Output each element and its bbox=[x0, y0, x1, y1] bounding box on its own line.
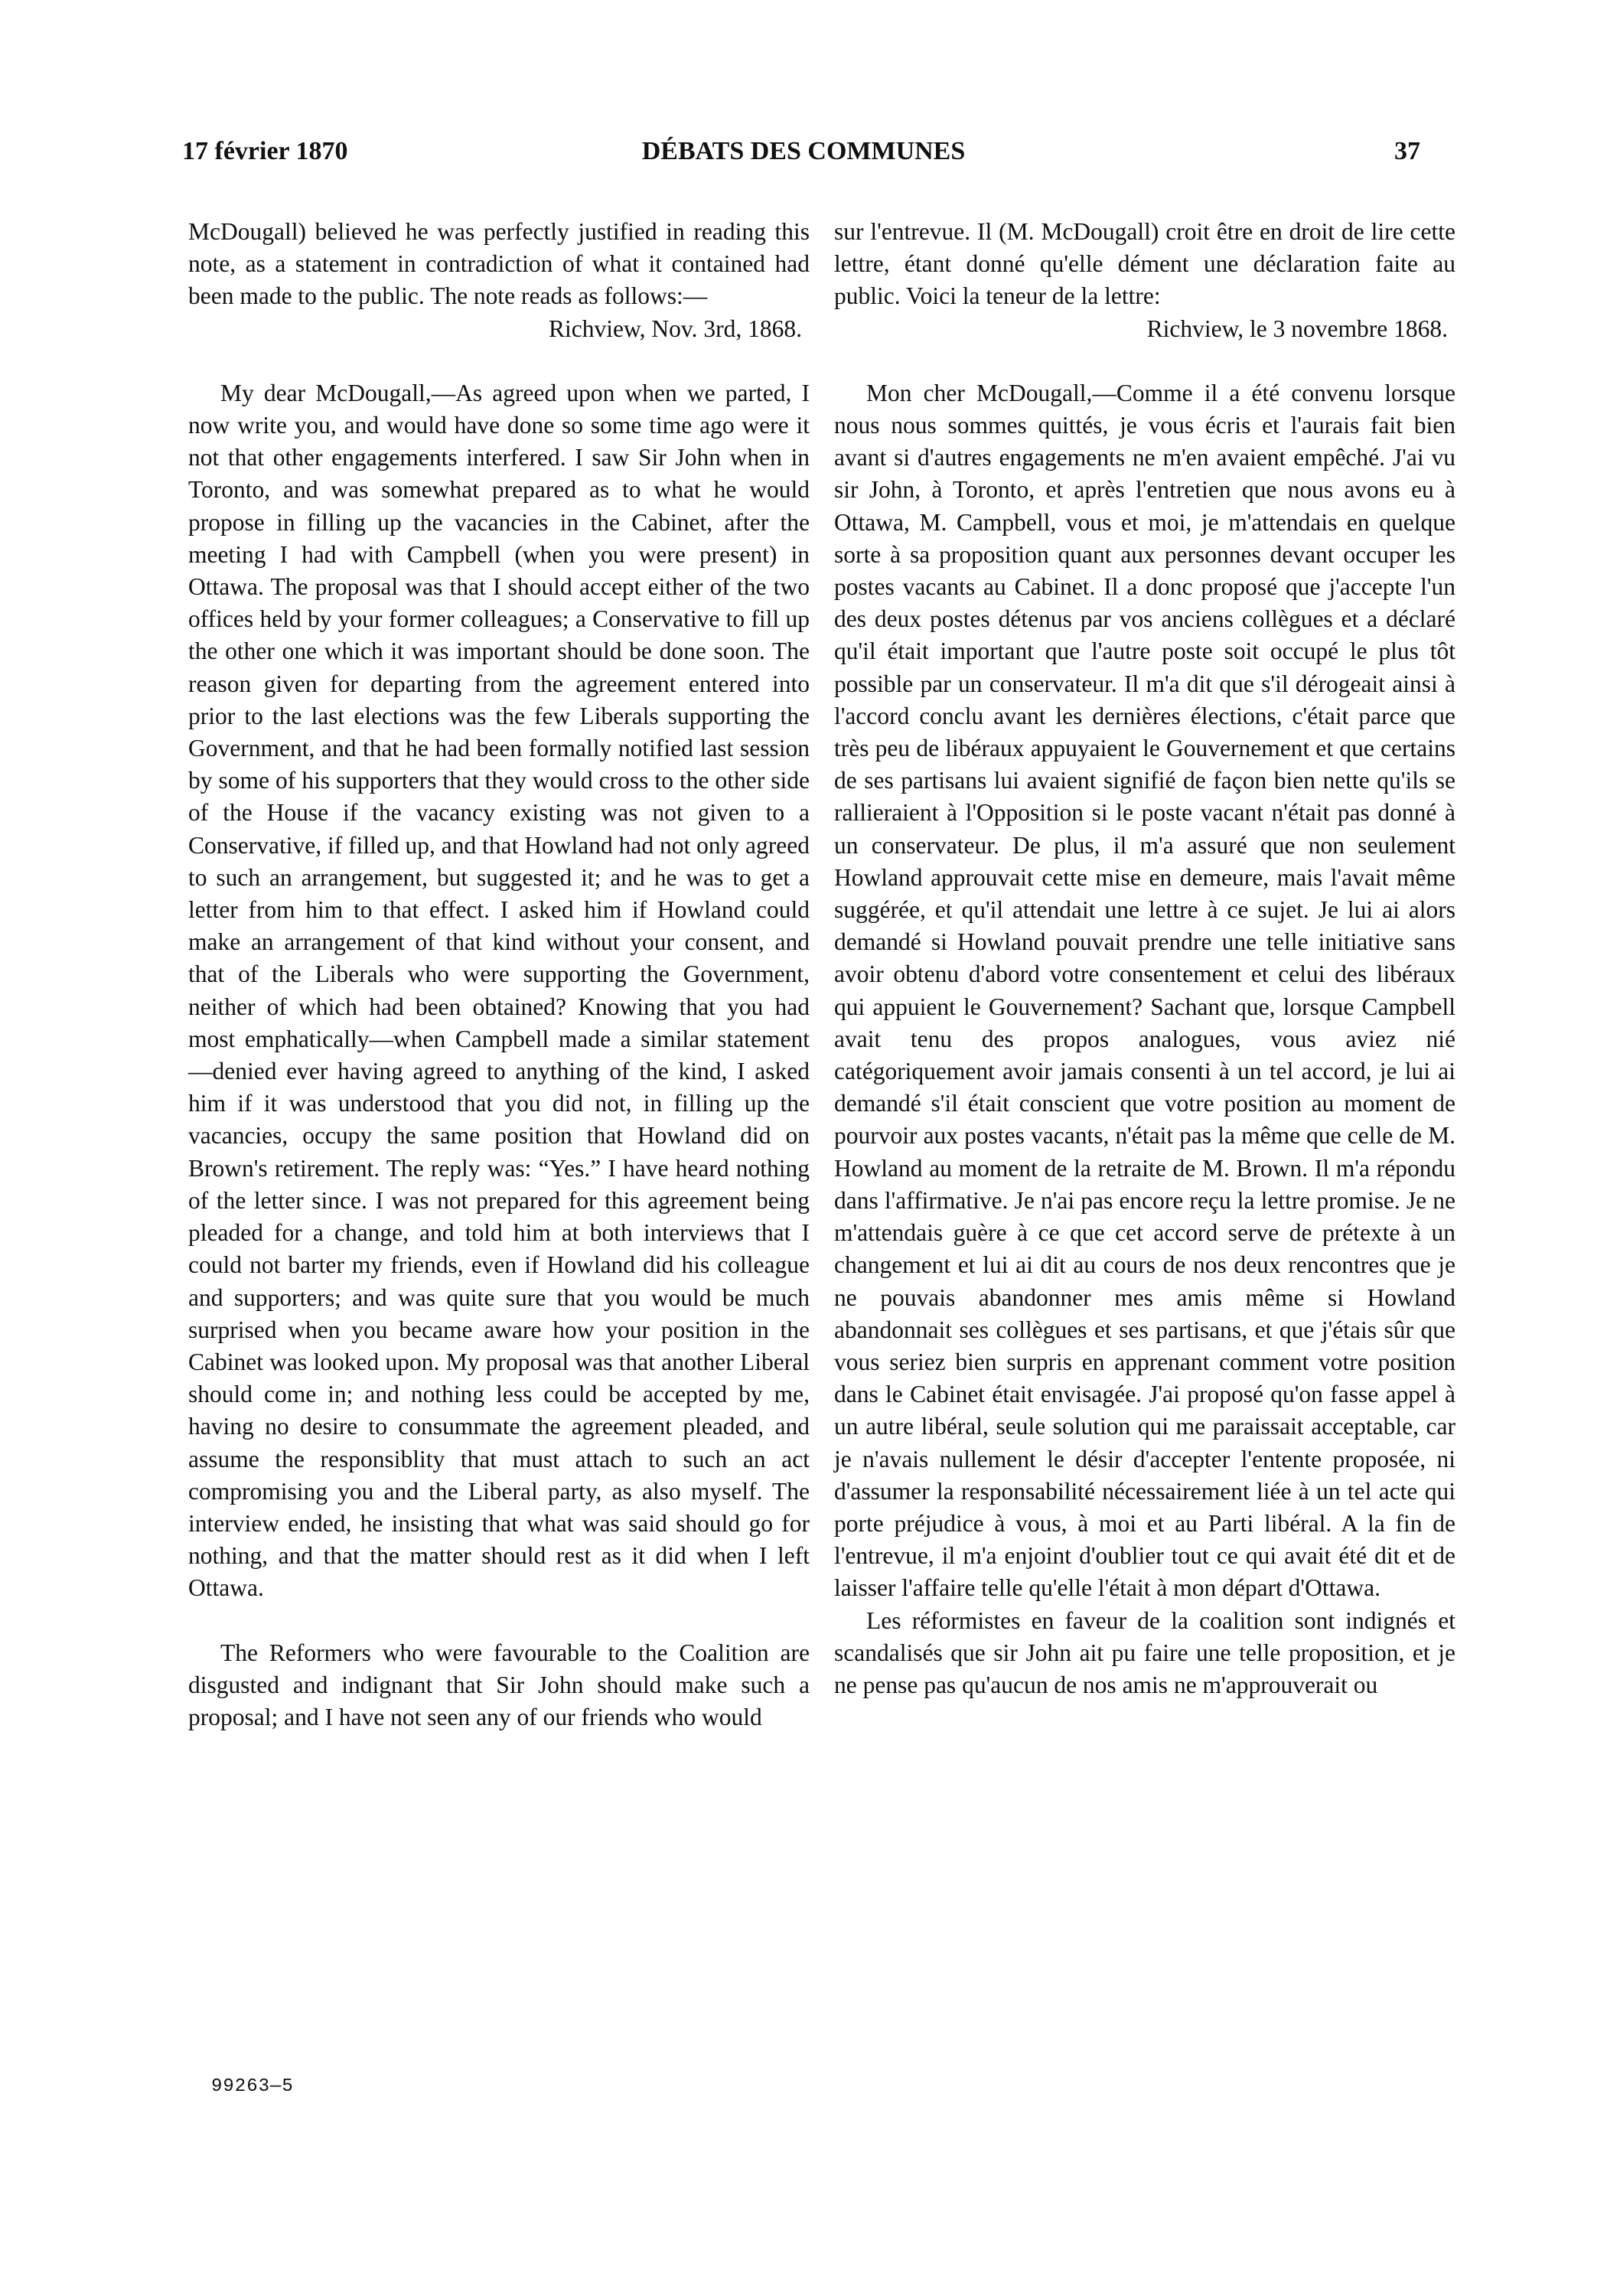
english-letter-dateline: Richview, Nov. 3rd, 1868. bbox=[549, 315, 802, 342]
english-letter-body: My dear McDougall,—As agreed upon when we parted, I now write you, and would have done so some time ago were it not that other engagements interfered. I saw Sir John when in Toronto, and was somewhat prepared as to what he would propose in filling up the vacancies in the Cabinet, after the meeting I had with Campbell (when you were present) in Ottawa. The proposal was that I should accept either of the two offices held by your former colleagues; a Conservative to fill up the other one which it was important should be done soon. The reason given for departing from the agreement entered into prior to the last elections was the few Liberals supporting the Government, and that he had been formally notified last session by some of his supporters that they would cross to the other side of the House if the vacancy existing was not given to a Conservative, if filled up, and that Howland had not only agreed to such an arrangement, but suggested it; and he was to get a letter from him to that effect. I asked him if Howland could make an arrangement of that kind without your consent, and that of the Liberals who were supporting the Government, neither of which had been obtained? Knowing that you had most emphatically—when Campbell made a similar statement—denied ever having agreed to anything of the kind, I asked him if it was understood that you did not, in filling up the vacancies, occupy the same position that Howland did on Brown's retirement. The reply was: “Yes.” I have heard nothing of the letter since. I was not prepared for this agreement being pleaded for a change, and told him at both interviews that I could not barter my friends, even if Howland did his colleague and supporters; and was quite sure that you would be much surprised when you became aware how your position in the Cabinet was looked upon. My proposal was that another Liberal should come in; and nothing less could be accepted by me, having no desire to consummate the agreement pleaded, and assume the responsiblity that must attach to such an act compromising you and the Liberal party, as also myself. The interview ended, he insisting that what was said should go for nothing, and that the matter should rest as it did when I left Ottawa. bbox=[188, 379, 810, 1602]
page-number: 37 bbox=[1394, 137, 1420, 165]
footer-print-code: 99263—5 bbox=[211, 2076, 294, 2097]
french-intro-paragraph: sur l'entrevue. Il (M. McDougall) croit être en droit de lire cette lettre, étant donné qu'elle dément une déclaration faite au public. Voici la teneur de la lettre: bbox=[834, 218, 1455, 310]
english-column bbox=[188, 216, 810, 1733]
french-letter-dateline: Richview, le 3 novembre 1868. bbox=[1146, 315, 1448, 342]
french-closing-paragraph: Les réformistes en faveur de la coalition sont indignés et scandalisés que sir John ait pu faire une telle proposition, et je ne pense pas qu'aucun de nos amis ne m'approuverait ou bbox=[834, 1606, 1455, 1698]
french-column bbox=[834, 216, 1455, 1701]
english-intro-paragraph: McDougall) believed he was perfectly justified in reading this note, as a statement in contradiction of what it contained had been made to the public. The note reads as follows:— bbox=[188, 218, 810, 310]
english-closing-paragraph: The Reformers who were favourable to the Coalition are disgusted and indignant that Sir John should make such a proposal; and I have not seen any of our friends who would bbox=[188, 1639, 810, 1730]
header-date: 17 février 1870 bbox=[182, 137, 348, 165]
french-letter-body: Mon cher McDougall,—Comme il a été convenu lorsque nous nous sommes quittés, je vous écris et l'aurais fait bien avant si d'autres engagements ne m'en avaient empêché. J'ai vu sir John, à Toronto, et après l'entretien que nous avons eu à Ottawa, M. Campbell, vous et moi, je m'attendais en quelque sorte à sa proposition quant aux personnes devant occuper les postes vacants au Cabinet. Il a donc proposé que j'accepte l'un des deux postes détenus par vos anciens collègues et a déclaré qu'il était important que l'autre poste soit occupé le plus tôt possible par un conservateur. Il m'a dit que s'il dérogeait ainsi à l'accord conclu avant les dernières élections, c'était parce que très peu de libéraux appuyaient le Gouvernement et que certains de ses partisans lui avaient signifié de façon bien nette qu'ils se rallieraient à l'Opposition si le poste vacant n'était pas donné à un conservateur. De plus, il m'a assuré que non seulement Howland approuvait cette mise en demeure, mais l'avait même suggérée, et qu'il attendait une lettre à ce sujet. Je lui ai alors demandé si Howland pouvait prendre une telle initiative sans avoir obtenu d'abord votre consentement et celui des libéraux qui appuient le Gouvernement? Sachant que, lorsque Campbell avait tenu des propos analogues, vous aviez nié catégoriquement avoir jamais consenti à un tel accord, je lui ai demandé s'il était conscient que votre position au moment de pourvoir aux postes vacants, n'était pas la même que celle de M. Howland au moment de la retraite de M. Brown. Il m'a répondu dans l'affirmative. Je n'ai pas encore reçu la lettre promise. Je ne m'attendais guère à ce que cet accord serve de prétexte à un changement et lui ai dit au cours de nos deux rencontres que je ne pouvais abandonner mes amis même si Howland abandonnait ses collègues et ses partisans, et que j'étais sûr que vous seriez bien surpris en apprenant comment votre position dans le Cabinet était envisagée. J'ai proposé qu'on fasse appel à un autre libéral, seule solution qui me paraissait acceptable, car je n'avais nullement le désir d'accepter l'entente proposée, ni d'assumer la responsabilité nécessairement liée à un tel acte qui porte préjudice à vous, à moi et au Parti libéral. A la fin de l'entrevue, il m'a enjoint d'oublier tout ce qui avait été dit et de laisser l'affaire telle qu'elle l'était à mon départ d'Ottawa. bbox=[834, 379, 1455, 1602]
running-title: DÉBATS DES COMMUNES bbox=[641, 137, 966, 165]
